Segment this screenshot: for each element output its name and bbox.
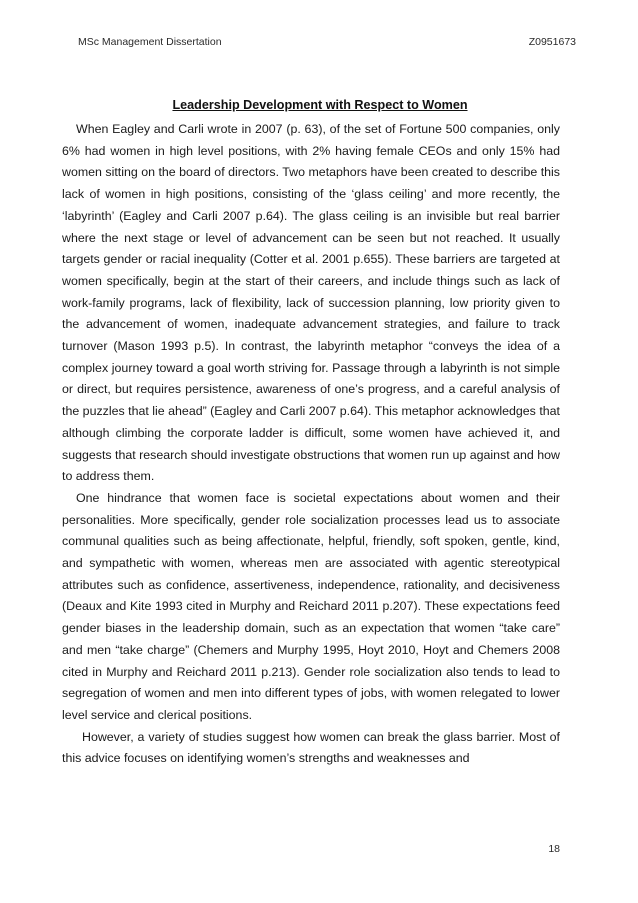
header-student-id: Z0951673 [528, 36, 576, 48]
paragraph: However, a variety of studies suggest how women can break the glass barrier. Most of this advice focuses on identifying women’s strengths and weaknesses and [62, 729, 560, 766]
header-document-type: MSc Management Dissertation [78, 36, 222, 48]
section-title: Leadership Development with Respect to Women [172, 98, 468, 112]
paragraph: One hindrance that women face is societal expectations about women and their personalities. More specifically, gender role socialization processes lead us to associate communal qualities such as being affectionate, helpful, friendly, soft spoken, gentle, kind, and sympathetic with women, whereas men are associated with agentic stereotypical attributes such as confidence, assertiveness, independence, rationality, and decisiveness (Deaux and Kite 1993 cited in Murphy and Reichard 2011 p.207). These expectations feed gender biases in the leadership domain, such as an expectation that women “take care” and men “take charge” (Chemers and Murphy 1995, Hoyt 2010, Hoyt and Chemers 2008 cited in Murphy and Reichard 2011 p.213). Gender role socialization also tends to lead to segregation of women and men into different types of jobs, with women relegated to lower level service and clerical positions. [62, 490, 560, 722]
page-number: 18 [548, 843, 560, 855]
body-text [62, 119, 560, 770]
running-header [78, 36, 576, 48]
paragraph: When Eagley and Carli wrote in 2007 (p. 63), of the set of Fortune 500 companies, only 6% had women in high level positions, with 2% having female CEOs and only 15% had women sitting on the board of directors. Two metaphors have been created to describe this lack of women in high positions, consisting of the ‘glass ceiling’ and more recently, the ‘labyrinth’ (Eagley and Carli 2007 p.64). The glass ceiling is an invisible but real barrier where the next stage or level of advancement can be seen but not reached. It usually targets gender or racial inequality (Cotter et al. 2001 p.655). These barriers are targeted at women specifically, begin at the start of their careers, and include things such as lack of work-family programs, lack of flexibility, lack of succession planning, low priority given to the advancement of women, inadequate advancement strategies, and failure to track turnover (Mason 1993 p.5). In contrast, the labyrinth metaphor “conveys the idea of a complex journey toward a goal worth striving for. Passage through a labyrinth is not simple or direct, but requires persistence, awareness of one’s progress, and a careful analysis of the puzzles that lie ahead” (Eagley and Carli 2007 p.64). This metaphor acknowledges that although climbing the corporate ladder is difficult, some women have achieved it, and suggests that research should investigate obstructions that women run up against and how to address them. [62, 122, 560, 484]
